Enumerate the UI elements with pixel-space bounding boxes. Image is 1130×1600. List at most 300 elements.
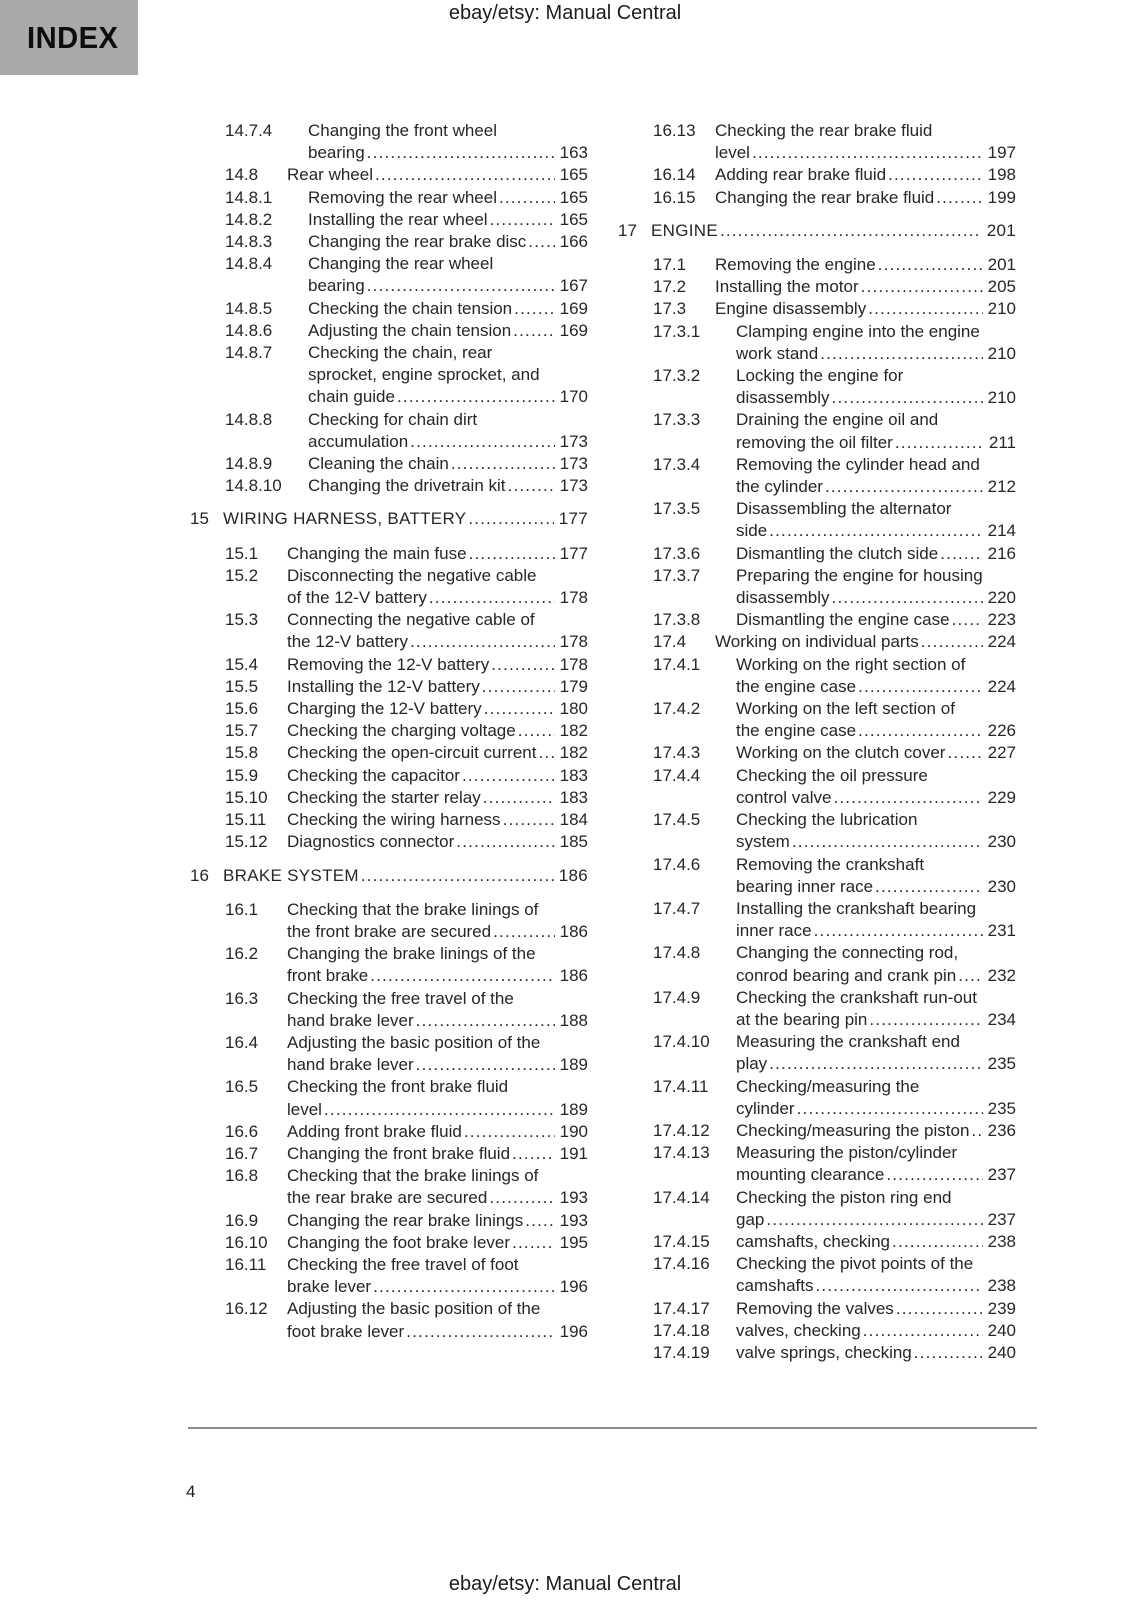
toc-entry-number: 17.3.8 bbox=[653, 610, 701, 630]
toc-entry-title-text: Engine disassembly bbox=[715, 299, 867, 319]
toc-entry-last-line bbox=[287, 1010, 588, 1032]
toc-entry-number: 17.4.6 bbox=[653, 854, 701, 874]
toc-entry-title bbox=[308, 120, 588, 164]
toc-entry-page-number: 167 bbox=[559, 276, 588, 296]
dotted-leader bbox=[792, 831, 983, 853]
toc-entry-title bbox=[287, 809, 588, 831]
toc-entry-title-text: control valve bbox=[736, 787, 832, 807]
toc-entry-title bbox=[287, 1165, 588, 1209]
toc-entry-last-line bbox=[287, 1321, 588, 1343]
toc-entry bbox=[618, 1342, 1016, 1364]
toc-entry-title-text: Removing the valves bbox=[736, 1298, 894, 1318]
toc-entry-title bbox=[715, 120, 1016, 164]
toc-entry-number: 17.4.19 bbox=[653, 1342, 710, 1362]
toc-entry-last-line bbox=[736, 1275, 1016, 1297]
toc-entry-title-text: Checking the capacitor bbox=[287, 765, 460, 785]
toc-entry-title-line: Disassembling the alternator bbox=[736, 499, 952, 519]
toc-entry-title-text: Dismantling the engine case bbox=[736, 610, 950, 630]
toc-entry-title-text: hand brake lever bbox=[287, 1010, 414, 1030]
toc-entry-page-number: 232 bbox=[987, 965, 1016, 985]
dotted-leader bbox=[483, 787, 555, 809]
toc-entry-title-text: Installing the rear wheel bbox=[308, 209, 488, 229]
toc-entry-number: 15.2 bbox=[225, 565, 259, 585]
toc-entry-number: 16.6 bbox=[225, 1121, 259, 1141]
dotted-leader bbox=[878, 254, 983, 276]
dotted-leader bbox=[512, 1232, 555, 1254]
dotted-leader bbox=[538, 742, 554, 764]
toc-entry-page-number: 199 bbox=[987, 187, 1016, 207]
dotted-leader bbox=[397, 386, 555, 408]
toc-entry-title-text: level bbox=[715, 143, 750, 163]
toc-entry bbox=[190, 508, 588, 530]
dotted-leader bbox=[888, 164, 983, 186]
toc-entry-title bbox=[736, 609, 1016, 631]
toc-entry-last-line bbox=[736, 543, 1016, 565]
toc-entry-number: 16.11 bbox=[225, 1254, 267, 1274]
toc-entry-last-line bbox=[287, 921, 588, 943]
toc-entry bbox=[618, 164, 1016, 186]
toc-entry bbox=[618, 409, 1016, 453]
dotted-leader bbox=[921, 631, 983, 653]
toc-entry-title-line: Checking that the brake linings of bbox=[287, 1166, 539, 1186]
toc-entry bbox=[190, 1076, 588, 1120]
toc-entry-title bbox=[287, 1076, 588, 1120]
toc-entry-title-text: Checking/measuring the piston bbox=[736, 1120, 970, 1140]
toc-entry-title bbox=[736, 854, 1016, 898]
toc-entry-title-text: front brake bbox=[287, 966, 369, 986]
toc-entry bbox=[618, 454, 1016, 498]
toc-entry-last-line bbox=[287, 1276, 588, 1298]
toc-entry-title-text: Cleaning the chain bbox=[308, 454, 449, 474]
toc-entry-title-text: camshafts bbox=[736, 1276, 814, 1296]
toc-entry-title-line: Checking the piston ring end bbox=[736, 1187, 952, 1207]
dotted-leader bbox=[769, 1053, 982, 1075]
toc-entry-page-number: 191 bbox=[559, 1143, 588, 1163]
toc-entry-title-line: Measuring the crankshaft end bbox=[736, 1032, 960, 1052]
toc-entry-title-line: Measuring the piston/cylinder bbox=[736, 1143, 958, 1163]
toc-entry-page-number: 177 bbox=[558, 509, 588, 529]
toc-entry bbox=[190, 899, 588, 943]
toc-entry-last-line bbox=[308, 475, 588, 497]
toc-entry-title bbox=[308, 187, 588, 209]
toc-entry-title-line: Checking the free travel of foot bbox=[287, 1254, 519, 1274]
toc-entry-page-number: 239 bbox=[987, 1298, 1016, 1318]
toc-entry-number: 17.4.18 bbox=[653, 1320, 710, 1340]
dotted-leader bbox=[752, 142, 983, 164]
dotted-leader bbox=[952, 609, 983, 631]
toc-entry-title bbox=[287, 609, 588, 653]
toc-entry-page-number: 224 bbox=[987, 676, 1016, 696]
toc-entry-last-line bbox=[308, 431, 588, 453]
toc-entry-title bbox=[715, 187, 1016, 209]
toc-entry-page-number: 205 bbox=[987, 277, 1016, 297]
toc-entry-last-line bbox=[308, 231, 588, 253]
toc-entry-title-text: hand brake lever bbox=[287, 1055, 414, 1075]
toc-entry-number: 17.4 bbox=[653, 632, 687, 652]
toc-entry-last-line bbox=[308, 275, 588, 297]
toc-entry-title-line: Checking the lubrication bbox=[736, 810, 918, 830]
toc-entry-title-text: work stand bbox=[736, 343, 819, 363]
dotted-leader bbox=[936, 187, 982, 209]
toc-entry-page-number: 182 bbox=[559, 721, 588, 741]
dotted-leader bbox=[815, 1275, 982, 1297]
toc-entry bbox=[190, 342, 588, 409]
toc-entry-number: 16.1 bbox=[225, 899, 259, 919]
toc-entry-last-line bbox=[736, 676, 1016, 698]
index-label: INDEX bbox=[27, 19, 119, 55]
toc-entry-page-number: 237 bbox=[987, 1209, 1016, 1229]
toc-entry-title-text: valves, checking bbox=[736, 1320, 861, 1340]
toc-entry bbox=[618, 543, 1016, 565]
toc-entry-number: 16 bbox=[190, 865, 209, 885]
toc-entry-title bbox=[736, 1031, 1016, 1075]
toc-entry-number: 17.4.7 bbox=[653, 898, 701, 918]
toc-entry-title-line: Adjusting the basic position of the bbox=[287, 1032, 541, 1052]
toc-entry-title bbox=[715, 164, 1016, 186]
toc-entry bbox=[618, 698, 1016, 742]
toc-entry-number: 17.4.15 bbox=[653, 1231, 710, 1251]
dotted-leader bbox=[914, 1342, 983, 1364]
toc-entry-title bbox=[308, 320, 588, 342]
toc-entry bbox=[618, 220, 1016, 242]
toc-entry-number: 17.2 bbox=[653, 277, 687, 297]
toc-entry-last-line bbox=[715, 164, 1016, 186]
dotted-leader bbox=[491, 654, 554, 676]
toc-entry-last-line bbox=[736, 387, 1016, 409]
toc-entry-number: 15.10 bbox=[225, 787, 268, 807]
dotted-leader bbox=[375, 164, 555, 186]
toc-entry-title-line: Preparing the engine for housing bbox=[736, 565, 983, 585]
toc-entry-title-line: Working on the left section of bbox=[736, 699, 955, 719]
dotted-leader bbox=[410, 431, 554, 453]
toc-entry-number: 17.4.9 bbox=[653, 987, 701, 1007]
toc-entry-title-line: Changing the rear wheel bbox=[308, 254, 494, 274]
toc-entry-title bbox=[287, 742, 588, 764]
dotted-leader bbox=[766, 1209, 982, 1231]
toc-entry-last-line bbox=[715, 254, 1016, 276]
toc-entry-title-text: play bbox=[736, 1054, 768, 1074]
toc-entry-page-number: 170 bbox=[559, 387, 588, 407]
toc-entry-last-line bbox=[651, 220, 1016, 242]
dotted-leader bbox=[484, 698, 555, 720]
toc-entry-title-text: Working on the clutch cover bbox=[736, 743, 946, 763]
toc-entry-number: 14.7.4 bbox=[225, 121, 273, 140]
toc-entry-number: 16.12 bbox=[225, 1299, 268, 1319]
toc-entry bbox=[190, 320, 588, 342]
toc-entry bbox=[190, 231, 588, 253]
toc-entry-page-number: 197 bbox=[987, 143, 1016, 163]
toc-entry bbox=[618, 1187, 1016, 1231]
toc-entry bbox=[618, 1031, 1016, 1075]
toc-entry-page-number: 190 bbox=[559, 1121, 588, 1141]
dotted-leader bbox=[367, 275, 555, 297]
toc-entry-last-line bbox=[736, 520, 1016, 542]
toc-entry bbox=[190, 409, 588, 453]
dotted-leader bbox=[528, 231, 554, 253]
toc-entry-title bbox=[308, 298, 588, 320]
toc-entry-page-number: 183 bbox=[559, 765, 588, 785]
toc-entry bbox=[618, 120, 1016, 164]
toc-entry-title-text: inner race bbox=[736, 921, 812, 941]
toc-entry-title bbox=[287, 1232, 588, 1254]
toc-entry-page-number: 193 bbox=[559, 1210, 588, 1230]
toc-entry bbox=[190, 831, 588, 853]
dotted-leader bbox=[490, 209, 555, 231]
dotted-leader bbox=[512, 1143, 555, 1165]
toc-entry bbox=[618, 654, 1016, 698]
toc-entry-title-text: at the bearing pin bbox=[736, 1009, 868, 1029]
toc-entry-last-line bbox=[287, 1099, 588, 1121]
toc-entry-number: 16.4 bbox=[225, 1032, 259, 1052]
toc-entry bbox=[190, 543, 588, 565]
toc-entry-title bbox=[287, 1254, 588, 1298]
toc-entry-number: 16.7 bbox=[225, 1143, 259, 1163]
toc-entry-title-text: Removing the engine bbox=[715, 255, 876, 275]
toc-entry bbox=[190, 1143, 588, 1165]
toc-entry-page-number: 178 bbox=[559, 588, 588, 608]
toc-entry-title-text: the front brake are secured bbox=[287, 921, 492, 941]
toc-entry bbox=[190, 453, 588, 475]
toc-entry-last-line bbox=[287, 742, 588, 764]
dotted-leader bbox=[324, 1099, 555, 1121]
header-title: ebay/etsy: Manual Central bbox=[448, 2, 682, 24]
toc-entry-page-number: 212 bbox=[987, 477, 1016, 497]
toc-entry-page-number: 230 bbox=[987, 832, 1016, 852]
toc-entry-last-line bbox=[736, 1231, 1016, 1253]
toc-entry-title bbox=[736, 543, 1016, 565]
toc-entry bbox=[190, 698, 588, 720]
dotted-leader bbox=[410, 631, 555, 653]
toc-entry-title-text: Adding rear brake fluid bbox=[715, 165, 887, 185]
toc-entry-title-text: Changing the front brake fluid bbox=[287, 1143, 511, 1163]
toc-entry-title bbox=[287, 943, 588, 987]
toc-entry-title-line: Adjusting the basic position of the bbox=[287, 1299, 541, 1319]
toc-entry-title bbox=[736, 454, 1016, 498]
toc-entry-title-text: the engine case bbox=[736, 721, 857, 741]
dotted-leader bbox=[832, 387, 983, 409]
toc-entry-number: 17.4.13 bbox=[653, 1143, 710, 1163]
toc-entry-number: 15.5 bbox=[225, 676, 259, 696]
dotted-leader bbox=[769, 520, 982, 542]
toc-entry-last-line bbox=[736, 476, 1016, 498]
dotted-leader bbox=[406, 1321, 554, 1343]
toc-entry-title bbox=[308, 253, 588, 297]
toc-entry-number: 15.11 bbox=[225, 810, 267, 830]
toc-entry-last-line bbox=[223, 865, 588, 887]
toc-entry-last-line bbox=[736, 1209, 1016, 1231]
toc-entry-page-number: 201 bbox=[987, 255, 1016, 275]
toc-entry-page-number: 223 bbox=[987, 610, 1016, 630]
dotted-leader bbox=[868, 298, 982, 320]
toc-entry-last-line bbox=[736, 1120, 1016, 1142]
toc-entry bbox=[618, 1142, 1016, 1186]
toc-entry-title-text: Dismantling the clutch side bbox=[736, 543, 939, 563]
toc-entry-title-line: Checking for chain dirt bbox=[308, 409, 478, 429]
toc-entry-last-line bbox=[223, 508, 588, 530]
toc-entry-page-number: 220 bbox=[987, 588, 1016, 608]
toc-entry-title-text: Changing the main fuse bbox=[287, 543, 467, 563]
toc-entry-title-text: chain guide bbox=[308, 387, 395, 407]
toc-entry-title bbox=[736, 565, 1016, 609]
toc-entry-page-number: 182 bbox=[559, 743, 588, 763]
footer-divider bbox=[188, 1427, 1037, 1429]
toc-entry-page-number: 173 bbox=[559, 476, 588, 496]
toc-entry-title-line: Changing the brake linings of the bbox=[287, 944, 536, 964]
toc-entry-title bbox=[736, 409, 1016, 453]
dotted-leader bbox=[892, 1231, 983, 1253]
toc-entry-title bbox=[715, 276, 1016, 298]
toc-entry bbox=[618, 898, 1016, 942]
toc-entry-title-text: Checking the wiring harness bbox=[287, 810, 501, 830]
toc-entry-page-number: 165 bbox=[559, 209, 588, 229]
toc-entry bbox=[618, 742, 1016, 764]
toc-entry-last-line bbox=[287, 765, 588, 787]
toc-entry-last-line bbox=[736, 1009, 1016, 1031]
toc-entry-last-line bbox=[736, 965, 1016, 987]
toc-entry bbox=[190, 298, 588, 320]
toc-entry-title-text: WIRING HARNESS, BATTERY bbox=[223, 509, 467, 529]
toc-entry-number: 17.4.14 bbox=[653, 1187, 710, 1207]
toc-entry-title bbox=[736, 1076, 1016, 1120]
toc-entry-page-number: 210 bbox=[987, 299, 1016, 319]
toc-entry-title-text: Checking the chain tension bbox=[308, 298, 513, 318]
toc-entry bbox=[190, 120, 588, 164]
toc-entry-number: 14.8.2 bbox=[225, 209, 273, 229]
dotted-leader bbox=[451, 453, 555, 475]
toc-entry-number: 17.3 bbox=[653, 299, 687, 319]
toc-entry bbox=[618, 565, 1016, 609]
dotted-leader bbox=[814, 920, 983, 942]
dotted-leader bbox=[514, 298, 554, 320]
toc-entry-page-number: 234 bbox=[987, 1009, 1016, 1029]
toc-entry-number: 16.13 bbox=[653, 121, 696, 140]
toc-entry-last-line bbox=[736, 587, 1016, 609]
toc-entry-title-line: Changing the front wheel bbox=[308, 121, 498, 140]
toc-entry-last-line bbox=[287, 1143, 588, 1165]
toc-entry-last-line bbox=[308, 209, 588, 231]
toc-entry-title-text: bearing bbox=[308, 143, 365, 163]
toc-entry-last-line bbox=[715, 142, 1016, 164]
toc-entry-number: 16.15 bbox=[653, 187, 696, 207]
toc-entry-page-number: 195 bbox=[559, 1232, 588, 1252]
toc-entry-title bbox=[736, 765, 1016, 809]
toc-entry-page-number: 216 bbox=[987, 543, 1016, 563]
toc-entry-title bbox=[287, 720, 588, 742]
toc-entry-page-number: 177 bbox=[559, 543, 588, 563]
toc-entry-number: 17.3.5 bbox=[653, 499, 701, 519]
toc-entry-number: 17.3.6 bbox=[653, 543, 701, 563]
toc-entry-page-number: 238 bbox=[987, 1231, 1016, 1251]
toc-entry-last-line bbox=[308, 453, 588, 475]
toc-entry bbox=[618, 609, 1016, 631]
toc-entry-number: 14.8 bbox=[225, 165, 259, 185]
toc-entry-number: 15.7 bbox=[225, 721, 259, 741]
toc-entry-title bbox=[736, 1342, 1016, 1364]
dotted-leader bbox=[499, 187, 555, 209]
toc-entry bbox=[618, 854, 1016, 898]
toc-entry-page-number: 184 bbox=[559, 810, 588, 830]
dotted-leader bbox=[895, 432, 983, 454]
toc-entry-last-line bbox=[308, 142, 588, 164]
dotted-leader bbox=[416, 1054, 555, 1076]
dotted-leader bbox=[858, 720, 983, 742]
toc-entry bbox=[190, 654, 588, 676]
toc-entry-last-line bbox=[287, 1121, 588, 1143]
toc-entry-title bbox=[736, 1320, 1016, 1342]
toc-entry-title-line: Connecting the negative cable of bbox=[287, 610, 535, 630]
toc-entry-number: 14.8.3 bbox=[225, 232, 273, 252]
toc-entry-last-line bbox=[736, 1342, 1016, 1364]
toc-entry-last-line bbox=[308, 386, 588, 408]
toc-entry-last-line bbox=[736, 1298, 1016, 1320]
toc-entry-title-text: Adding front brake fluid bbox=[287, 1121, 462, 1141]
toc-entry-title-line: sprocket, engine sprocket, and bbox=[308, 365, 540, 385]
toc-entry-title bbox=[736, 365, 1016, 409]
toc-entry bbox=[190, 609, 588, 653]
toc-entry-title-line: Clamping engine into the engine bbox=[736, 321, 980, 341]
toc-entry bbox=[190, 988, 588, 1032]
toc-entry-number: 16.14 bbox=[653, 165, 696, 185]
dotted-leader bbox=[508, 475, 555, 497]
toc-entry-last-line bbox=[287, 164, 588, 186]
toc-entry-number: 15.3 bbox=[225, 610, 259, 630]
toc-entry-number: 15.12 bbox=[225, 832, 268, 852]
toc-entry-title-text: BRAKE SYSTEM bbox=[223, 865, 359, 885]
toc-entry-number: 17 bbox=[618, 220, 637, 240]
toc-entry-title bbox=[287, 565, 588, 609]
footer-title: ebay/etsy: Manual Central bbox=[448, 1573, 682, 1595]
dotted-leader bbox=[971, 1120, 982, 1142]
toc-entry-title-text: Removing the 12-V battery bbox=[287, 654, 490, 674]
toc-entry-number: 14.8.4 bbox=[225, 254, 273, 274]
toc-entry-title-line: Checking the crankshaft run-out bbox=[736, 987, 977, 1007]
toc-entry-title bbox=[736, 898, 1016, 942]
toc-entry bbox=[190, 1121, 588, 1143]
toc-entry-title-line: Disconnecting the negative cable bbox=[287, 565, 537, 585]
toc-entry-last-line bbox=[287, 676, 588, 698]
toc-entry bbox=[190, 720, 588, 742]
toc-entry-page-number: 186 bbox=[558, 865, 588, 885]
toc-entry bbox=[190, 565, 588, 609]
toc-entry-title-text: conrod bearing and crank pin bbox=[736, 965, 957, 985]
toc-entry-number: 17.4.11 bbox=[653, 1076, 709, 1096]
toc-entry-title-text: Checking the open-circuit current bbox=[287, 743, 537, 763]
toc-entry-number: 16.9 bbox=[225, 1210, 259, 1230]
toc-entry-number: 16.3 bbox=[225, 988, 259, 1008]
dotted-leader bbox=[513, 320, 554, 342]
toc-entry-title bbox=[715, 298, 1016, 320]
dotted-leader bbox=[482, 676, 555, 698]
dotted-leader bbox=[858, 676, 983, 698]
toc-entry-title-text: disassembly bbox=[736, 388, 830, 408]
toc-entry-last-line bbox=[736, 343, 1016, 365]
toc-entry-page-number: 178 bbox=[559, 654, 588, 674]
dotted-leader bbox=[896, 1298, 983, 1320]
toc-entry-title-text: removing the oil filter bbox=[736, 432, 893, 452]
toc-entry-page-number: 226 bbox=[987, 721, 1016, 741]
toc-entry-last-line bbox=[736, 432, 1016, 454]
toc-entry-title-text: Changing the rear brake disc bbox=[308, 232, 527, 252]
toc-entry-title bbox=[736, 321, 1016, 365]
toc-entry-last-line bbox=[287, 809, 588, 831]
toc-entry-page-number: 186 bbox=[559, 966, 588, 986]
toc-entry bbox=[190, 1232, 588, 1254]
table-of-contents bbox=[190, 120, 1016, 1364]
toc-entry-page-number: 235 bbox=[987, 1098, 1016, 1118]
toc-entry-number: 17.4.17 bbox=[653, 1298, 710, 1318]
toc-entry-page-number: 214 bbox=[987, 521, 1016, 541]
toc-entry-last-line bbox=[308, 298, 588, 320]
